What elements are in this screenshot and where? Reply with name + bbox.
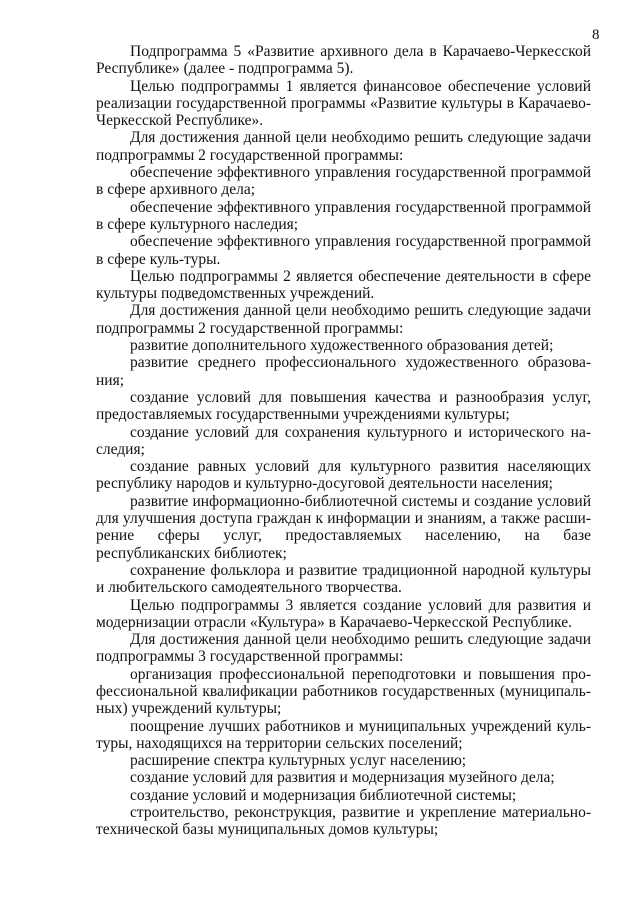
list-item: обеспечение эффективного управления государственной программой в сфере куль-туры. xyxy=(96,233,591,268)
paragraph: Подпрограмма 5 «Развитие архивного дела в Карачаево-Черкесской Республике» (далее - подпрограмма 5). xyxy=(96,43,591,78)
paragraph: Для достижения данной цели необходимо решить следующие задачи подпрограммы 2 государственной программы: xyxy=(96,302,591,337)
list-item: расширение спектра культурных услуг населению; xyxy=(130,752,467,770)
list-item: организация профессиональной переподготовки и повышения про-фессиональной квалификации работников государственных (муниципаль-ных) учреждений культуры; xyxy=(96,665,591,718)
paragraph: Для достижения данной цели необходимо решить следующие задачи подпрограммы 2 государственной программы: xyxy=(96,129,591,164)
list-item: развитие среднего профессионального художественного образова-ния; xyxy=(96,354,591,389)
paragraph: Целью подпрограммы 1 является финансовое обеспечение условий реализации государственной программы «Развитие культуры в Карачаево-Черкесской Республике». xyxy=(96,77,591,130)
page-number: 8 xyxy=(592,27,600,43)
list-item: создание условий для развития и модернизация музейного дела; xyxy=(130,769,555,787)
paragraph: Целью подпрограммы 2 является обеспечение деятельности в сфере культуры подведомственных учреждений. xyxy=(96,267,591,303)
list-item: создание условий и модернизация библиотечной системы; xyxy=(130,786,517,804)
list-item: обеспечение эффективного управления государственной программой в сфере архивного дела; xyxy=(96,164,591,199)
list-item: строительство, реконструкция, развитие и укрепление материально-технической базы муниципальных домов культуры; xyxy=(96,804,591,839)
list-item: создание условий для сохранения культурного и исторического на-следия; xyxy=(96,423,591,458)
list-item: развитие информационно-библиотечной системы и создание условий для улучшения доступа граждан к информации и знаниям, а также расши-рение сферы услуг, предоставляемых населению, на базе республиканских библиотек; xyxy=(96,492,591,562)
list-item: создание условий для повышения качества и разнообразия услуг, предоставляемых государственными учреждениями культуры; xyxy=(96,388,591,424)
list-item: поощрение лучших работников и муниципальных учреждений куль-туры, находящихся на территории сельских поселений; xyxy=(96,717,591,752)
paragraph: Целью подпрограммы 3 является создание условий для развития и модернизации отрасли «Культура» в Карачаево-Черкесской Республике. xyxy=(96,596,591,631)
list-item: создание равных условий для культурного развития населяющих республику народов и культурно-досуговой деятельности населения; xyxy=(96,458,591,493)
paragraph: Для достижения данной цели необходимо решить следующие задачи подпрограммы 3 государственной программы: xyxy=(96,631,591,666)
list-item: развитие дополнительного художественного образования детей; xyxy=(130,337,554,355)
list-item: обеспечение эффективного управления государственной программой в сфере культурного наследия; xyxy=(96,198,591,233)
document-body xyxy=(96,43,591,839)
list-item: сохранение фольклора и развитие традиционной народной культуры и любительского самодеятельного творчества. xyxy=(96,561,591,597)
